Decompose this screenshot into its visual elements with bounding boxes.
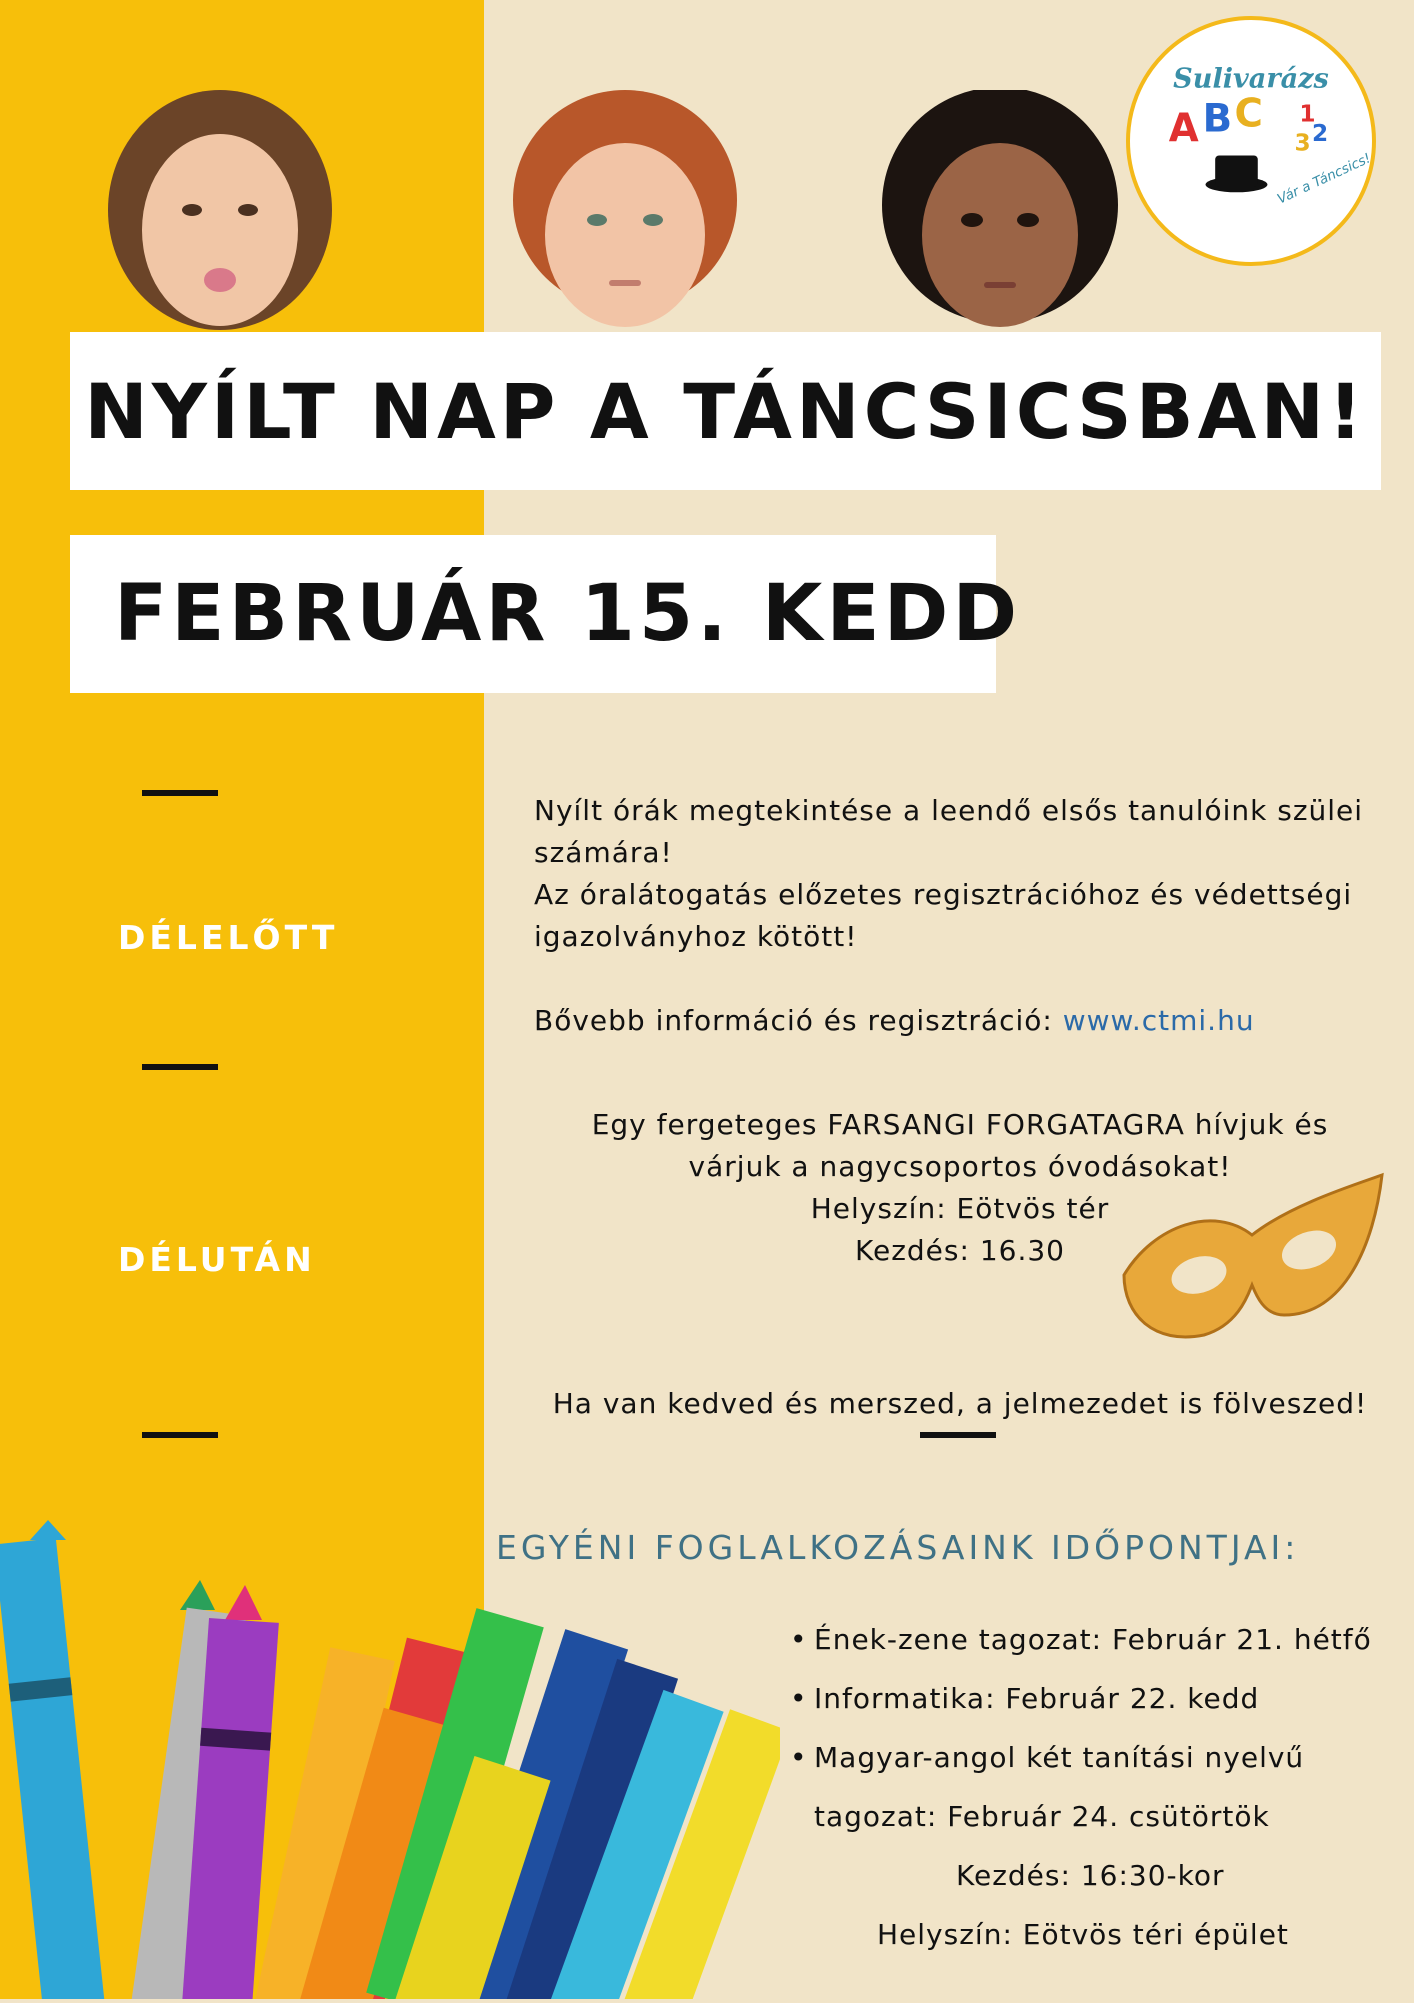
registration-link[interactable]: www.ctmi.hu [1062, 1004, 1255, 1037]
crayons-image [0, 1500, 780, 1999]
divider-dash [142, 790, 218, 796]
svg-text:A: A [1168, 106, 1199, 151]
svg-text:1: 1 [1299, 100, 1316, 128]
list-item: • Ének-zene tagozat: Február 21. hétfő [790, 1623, 1372, 1656]
page-title: NYÍLT NAP A TÁNCSICSBAN! [84, 366, 1367, 456]
title-banner [70, 332, 1381, 490]
date-banner [70, 535, 1022, 693]
event-date: FEBRUÁR 15. KEDD [114, 569, 1022, 659]
svg-text:C: C [1234, 91, 1263, 137]
girl-photo-left [100, 90, 340, 330]
individual-sessions-heading: EGYÉNI FOGLALKOZÁSAINK IDŐPONTJAI: [496, 1528, 1300, 1567]
afternoon-description: Egy fergeteges FARSANGI FORGATAGRA hívjuk és várjuk a nagycsoportos óvodásokat! Helyszín: Eötvös tér Kezdés: 16.30 [591, 1108, 1329, 1267]
divider-dash [920, 1432, 996, 1438]
svg-text:3: 3 [1294, 129, 1311, 157]
list-item: • Informatika: Február 22. kedd [790, 1682, 1260, 1715]
svg-text:Vár a Táncsics!: Vár a Táncsics! [1274, 150, 1372, 208]
svg-text:B: B [1202, 96, 1233, 142]
girl-photo-right [880, 90, 1120, 330]
morning-description: Nyílt órák megtekintése a leendő elsős tanulóink szülei számára! Az óralátogatás előzetes regisztrációhoz és védettségi igazolványhoz kötött! Bővebb információ és regisztráció: www.ctmi.hu [534, 794, 1364, 1037]
list-item: • Magyar-angol két tanítási nyelvű [790, 1741, 1305, 1774]
logo-brand: Sulivarázs [1173, 63, 1329, 95]
boy-photo-center [505, 90, 745, 330]
list-item-continuation: tagozat: Február 24. csütörtök [814, 1800, 1270, 1833]
morning-label: DÉLELŐTT [118, 918, 339, 957]
sessions-start-time: Kezdés: 16:30-kor [956, 1859, 1225, 1892]
carnival-mask-image [1114, 1165, 1390, 1355]
divider-dash [142, 1064, 218, 1070]
costume-invitation: Ha van kedved és merszed, a jelmezedet is fölveszed! [552, 1387, 1368, 1420]
afternoon-label: DÉLUTÁN [118, 1240, 316, 1279]
svg-text:2: 2 [1311, 119, 1329, 147]
divider-dash [142, 1432, 218, 1438]
sessions-list [790, 1610, 1372, 1964]
sulivarazs-logo [1126, 16, 1376, 266]
sessions-location: Helyszín: Eötvös téri épület [877, 1918, 1289, 1951]
